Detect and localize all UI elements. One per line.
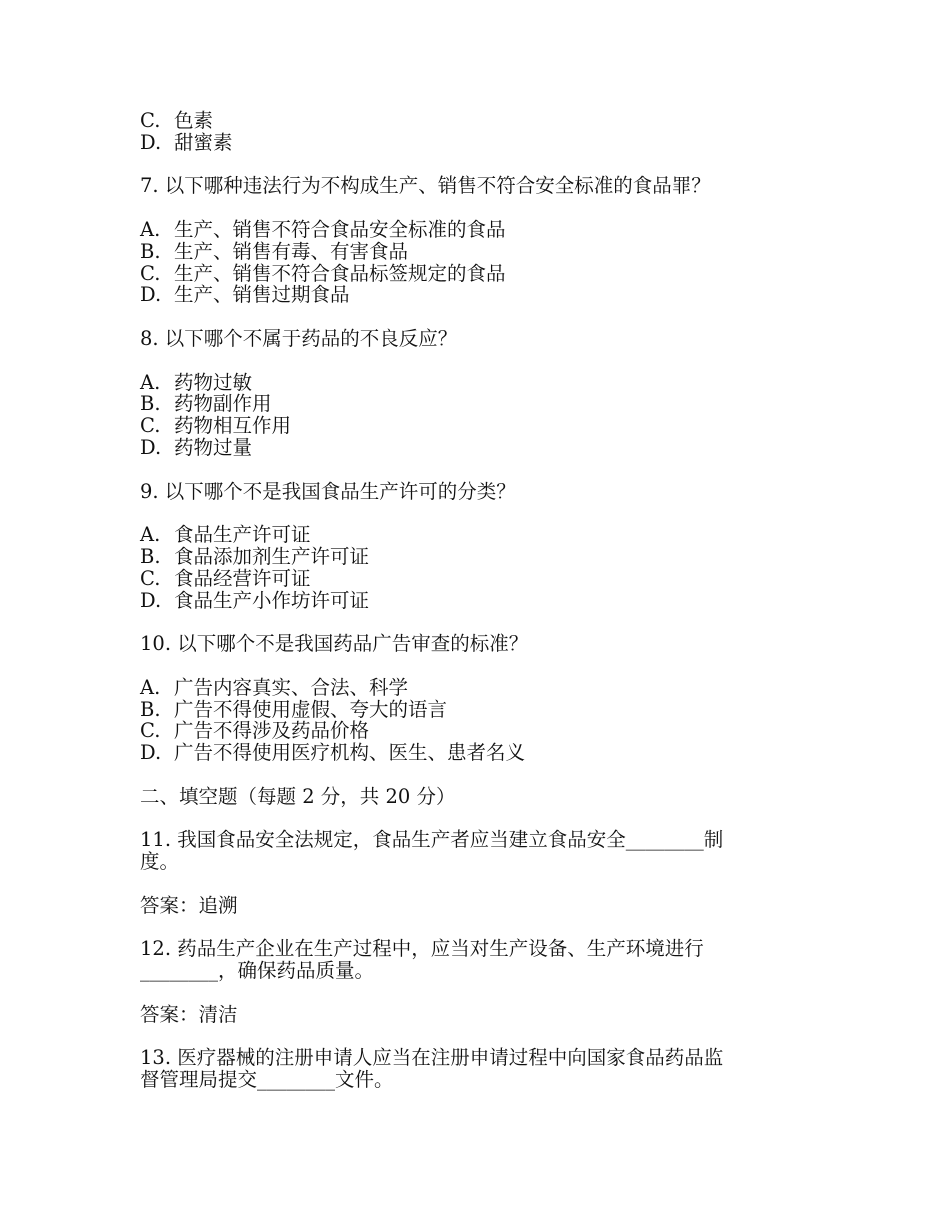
question-12-line-1: 12. 药品生产企业在生产过程中，应当对生产设备、生产环境进行 [140, 937, 704, 961]
question-13-line-1: 13. 医疗器械的注册申请人应当在注册申请过程中向国家食品药品监 [140, 1046, 724, 1070]
document-page [140, 110, 800, 1091]
question-12-line-2: ________，确保药品质量。 [140, 959, 375, 983]
q9-option-a: A. 食品生产许可证 [140, 523, 311, 547]
q8-option-a: A. 药物过敏 [140, 370, 253, 394]
question-11-line-2: 度。 [140, 850, 180, 874]
q10-option-c: C. 广告不得涉及药品价格 [140, 719, 370, 743]
q10-option-a: A. 广告内容真实、合法、科学 [140, 675, 409, 699]
q9-option-b: B. 食品添加剂生产许可证 [140, 544, 370, 568]
q8-option-d: D. 药物过量 [140, 435, 253, 459]
q10-option-b: B. 广告不得使用虚假、夸大的语言 [140, 697, 448, 721]
answer-12: 答案：清洁 [140, 1002, 238, 1026]
option-c: C. 色素 [140, 109, 214, 132]
q7-option-a: A. 生产、销售不符合食品安全标准的食品 [140, 217, 506, 241]
q7-option-c: C. 生产、销售不符合食品标签规定的食品 [140, 261, 506, 285]
q10-option-d: D. 广告不得使用医疗机构、医生、患者名义 [140, 741, 526, 765]
q8-option-c: C. 药物相互作用 [140, 414, 292, 438]
option-d: D. 甜蜜素 [140, 130, 233, 154]
q7-option-b: B. 生产、销售有毒、有害食品 [140, 239, 409, 263]
question-7: 7. 以下哪种违法行为不构成生产、销售不符合安全标准的食品罪？ [140, 174, 711, 198]
q7-option-d: D. 生产、销售过期食品 [140, 283, 350, 307]
q9-option-c: C. 食品经营许可证 [140, 566, 311, 590]
question-10: 10. 以下哪个不是我国药品广告审查的标准？ [140, 632, 529, 656]
q8-option-b: B. 药物副作用 [140, 392, 272, 416]
question-11-line-1: 11. 我国食品安全法规定，食品生产者应当建立食品安全________制 [140, 828, 724, 852]
question-8: 8. 以下哪个不属于药品的不良反应？ [140, 326, 458, 350]
section-title: 二、填空题（每题 2 分，共 20 分） [140, 784, 456, 808]
q9-option-d: D. 食品生产小作坊许可证 [140, 588, 370, 612]
question-13-line-2: 督管理局提交________文件。 [140, 1068, 394, 1092]
answer-11: 答案：追溯 [140, 893, 238, 917]
question-9: 9. 以下哪个不是我国食品生产许可的分类？ [140, 479, 516, 503]
